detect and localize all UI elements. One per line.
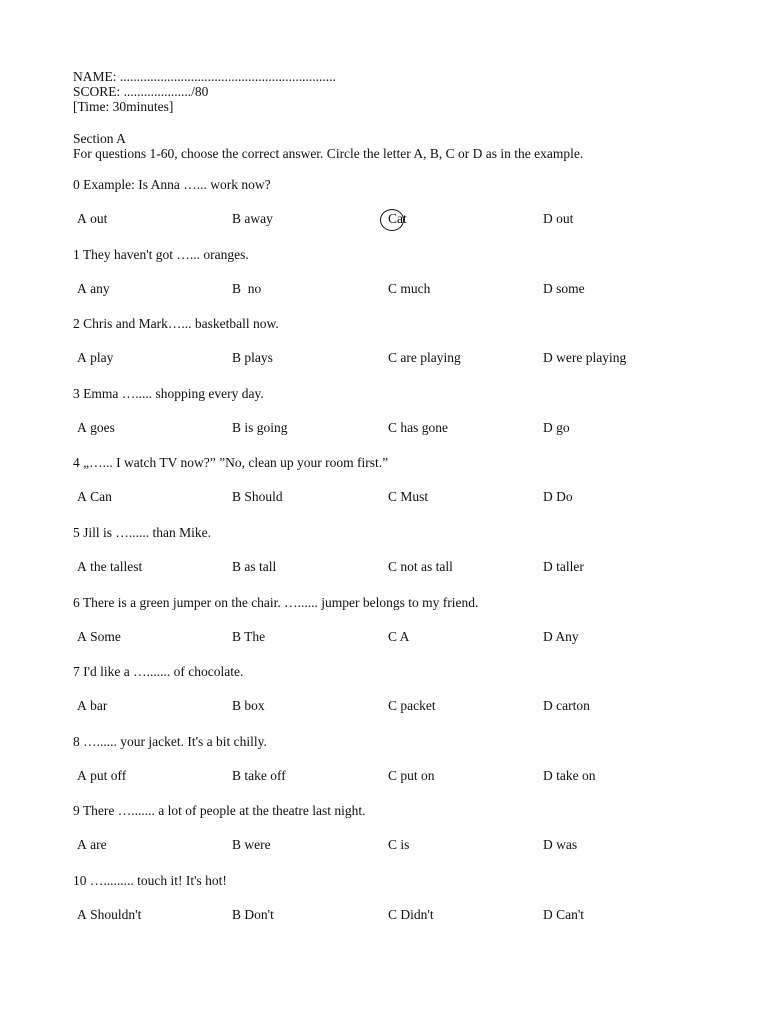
question-text: 3 Emma …..... shopping every day.	[73, 386, 264, 401]
option-letter: B	[232, 281, 242, 296]
option-letter: D	[543, 698, 553, 713]
answer-option-b[interactable]	[232, 698, 265, 714]
answer-option-c[interactable]	[388, 629, 409, 645]
option-text: Some	[86, 629, 121, 644]
option-letter: A	[77, 281, 87, 296]
answer-option-c[interactable]	[388, 768, 435, 784]
question-text: 9 There …....... a lot of people at the theatre last night.	[73, 803, 366, 818]
option-text: A	[397, 629, 410, 644]
option-text: any	[86, 281, 110, 296]
option-text: not as tall	[397, 559, 453, 574]
option-text: is	[397, 837, 410, 852]
option-text: are playing	[397, 350, 461, 365]
option-text: at	[397, 211, 407, 226]
answer-option-a[interactable]	[77, 420, 115, 436]
answer-option-b[interactable]	[232, 629, 265, 645]
option-letter: C	[388, 350, 398, 365]
option-text: Don't	[241, 907, 274, 922]
question-text: 4 „…... I watch TV now?” ”No, clean up your room first.”	[73, 455, 389, 470]
answer-option-b[interactable]	[232, 420, 288, 436]
answer-option-a[interactable]	[77, 211, 107, 227]
option-text: taller	[552, 559, 584, 574]
option-letter: A	[77, 559, 87, 574]
option-letter: A	[77, 698, 87, 713]
answer-option-a[interactable]	[77, 281, 110, 297]
option-letter: C	[388, 281, 398, 296]
option-text: some	[552, 281, 585, 296]
option-text: packet	[397, 698, 436, 713]
option-letter: C	[388, 698, 398, 713]
option-letter: B	[232, 350, 242, 365]
answer-option-d[interactable]	[543, 489, 573, 505]
answer-option-c[interactable]	[388, 907, 434, 923]
option-text: goes	[86, 420, 115, 435]
question-text: 5 Jill is …...... than Mike.	[73, 525, 211, 540]
option-text: the tallest	[86, 559, 143, 574]
option-letter: D	[543, 281, 553, 296]
option-text: no	[241, 281, 262, 296]
option-letter: D	[543, 420, 553, 435]
answer-option-d[interactable]	[543, 420, 570, 436]
answer-option-d[interactable]	[543, 211, 573, 227]
option-letter: B	[232, 907, 242, 922]
section-instructions: For questions 1-60, choose the correct answer. Circle the letter A, B, C or D as in the example.	[73, 146, 584, 161]
answer-option-a[interactable]	[77, 629, 121, 645]
option-letter: C	[388, 907, 398, 922]
option-letter: D	[543, 350, 553, 365]
option-text: was	[552, 837, 578, 852]
question-text: 2 Chris and Mark…... basketball now.	[73, 316, 279, 331]
score-field: SCORE: ..................../80	[73, 84, 209, 99]
answer-option-d[interactable]	[543, 768, 596, 784]
option-letter: D	[543, 837, 553, 852]
option-text: go	[552, 420, 570, 435]
option-letter: D	[543, 629, 553, 644]
option-letter: C	[388, 629, 398, 644]
answer-option-c[interactable]	[388, 489, 428, 505]
option-text: take off	[241, 768, 286, 783]
option-text: Can't	[552, 907, 585, 922]
answer-option-b[interactable]	[232, 350, 273, 366]
answer-option-a[interactable]	[77, 559, 142, 575]
option-letter: C	[388, 420, 398, 435]
option-letter: B	[232, 420, 242, 435]
option-text: is going	[241, 420, 288, 435]
option-text: has gone	[397, 420, 449, 435]
answer-option-a[interactable]	[77, 837, 107, 853]
option-text: much	[397, 281, 431, 296]
option-letter: B	[232, 837, 242, 852]
answer-option-a[interactable]	[77, 350, 113, 366]
option-letter: D	[543, 489, 553, 504]
time-limit: [Time: 30minutes]	[73, 99, 174, 114]
option-text: plays	[241, 350, 273, 365]
answer-option-d[interactable]	[543, 907, 584, 923]
option-letter: C	[388, 211, 398, 226]
answer-option-b[interactable]	[232, 489, 283, 505]
option-letter: B	[232, 768, 242, 783]
option-text: carton	[552, 698, 590, 713]
option-letter: A	[77, 629, 87, 644]
answer-option-d[interactable]	[543, 559, 584, 575]
option-letter: B	[232, 629, 242, 644]
name-field: NAME: ................................................................	[73, 69, 336, 84]
answer-option-a[interactable]	[77, 489, 112, 505]
option-letter: C	[388, 837, 398, 852]
option-letter: C	[388, 768, 398, 783]
option-letter: D	[543, 768, 553, 783]
option-text: Shouldn't	[86, 907, 142, 922]
option-letter: A	[77, 350, 87, 365]
question-text: 8 …...... your jacket. It's a bit chilly.	[73, 734, 267, 749]
option-text: play	[86, 350, 114, 365]
answer-option-d[interactable]	[543, 350, 626, 366]
answer-option-a[interactable]	[77, 698, 107, 714]
option-letter: B	[232, 698, 242, 713]
answer-option-c[interactable]	[388, 559, 453, 575]
option-text: were	[241, 837, 271, 852]
answer-option-d[interactable]	[543, 698, 590, 714]
option-text: were playing	[552, 350, 627, 365]
answer-option-d[interactable]	[543, 629, 579, 645]
option-letter: B	[232, 559, 242, 574]
option-text: bar	[86, 698, 108, 713]
option-letter: D	[543, 907, 553, 922]
answer-option-c[interactable]	[388, 211, 407, 227]
answer-option-b[interactable]	[232, 907, 274, 923]
option-letter: A	[77, 420, 87, 435]
option-letter: A	[77, 907, 87, 922]
option-letter: A	[77, 768, 87, 783]
answer-option-c[interactable]	[388, 281, 430, 297]
answer-option-b[interactable]	[232, 211, 273, 227]
option-text: Can	[86, 489, 112, 504]
option-text: put off	[86, 768, 127, 783]
option-text: take on	[552, 768, 596, 783]
answer-option-c[interactable]	[388, 698, 436, 714]
option-text: Do	[552, 489, 573, 504]
option-text: put on	[397, 768, 435, 783]
option-text: The	[241, 629, 266, 644]
answer-option-a[interactable]	[77, 768, 126, 784]
question-text: 10 …......... touch it! It's hot!	[73, 873, 227, 888]
option-letter: B	[232, 211, 242, 226]
question-text: 7 I'd like a …....... of chocolate.	[73, 664, 244, 679]
option-letter: D	[543, 559, 553, 574]
option-text: Didn't	[397, 907, 434, 922]
option-letter: D	[543, 211, 553, 226]
option-text: out	[86, 211, 108, 226]
option-letter: A	[77, 489, 87, 504]
option-text: Should	[241, 489, 283, 504]
answer-option-d[interactable]	[543, 281, 585, 297]
question-text: 6 There is a green jumper on the chair. …...... jumper belongs to my friend.	[73, 595, 479, 610]
option-text: are	[86, 837, 107, 852]
answer-option-c[interactable]	[388, 837, 409, 853]
answer-option-c[interactable]	[388, 420, 448, 436]
option-text: as tall	[241, 559, 277, 574]
option-letter: A	[77, 837, 87, 852]
option-letter: C	[388, 489, 398, 504]
answer-option-c[interactable]	[388, 350, 461, 366]
option-text: Any	[552, 629, 579, 644]
section-title: Section A	[73, 131, 126, 146]
answer-option-b[interactable]	[232, 837, 271, 853]
option-text: Must	[397, 489, 429, 504]
answer-option-d[interactable]	[543, 837, 577, 853]
answer-option-b[interactable]	[232, 768, 286, 784]
question-text: 1 They haven't got …... oranges.	[73, 247, 249, 262]
option-text: box	[241, 698, 265, 713]
question-text: 0 Example: Is Anna …... work now?	[73, 177, 271, 192]
option-text: away	[241, 211, 273, 226]
option-letter: B	[232, 489, 242, 504]
option-letter: A	[77, 211, 87, 226]
option-text: out	[552, 211, 574, 226]
answer-option-b[interactable]	[232, 559, 276, 575]
answer-option-a[interactable]	[77, 907, 141, 923]
option-letter: C	[388, 559, 398, 574]
answer-option-b[interactable]	[232, 281, 261, 297]
